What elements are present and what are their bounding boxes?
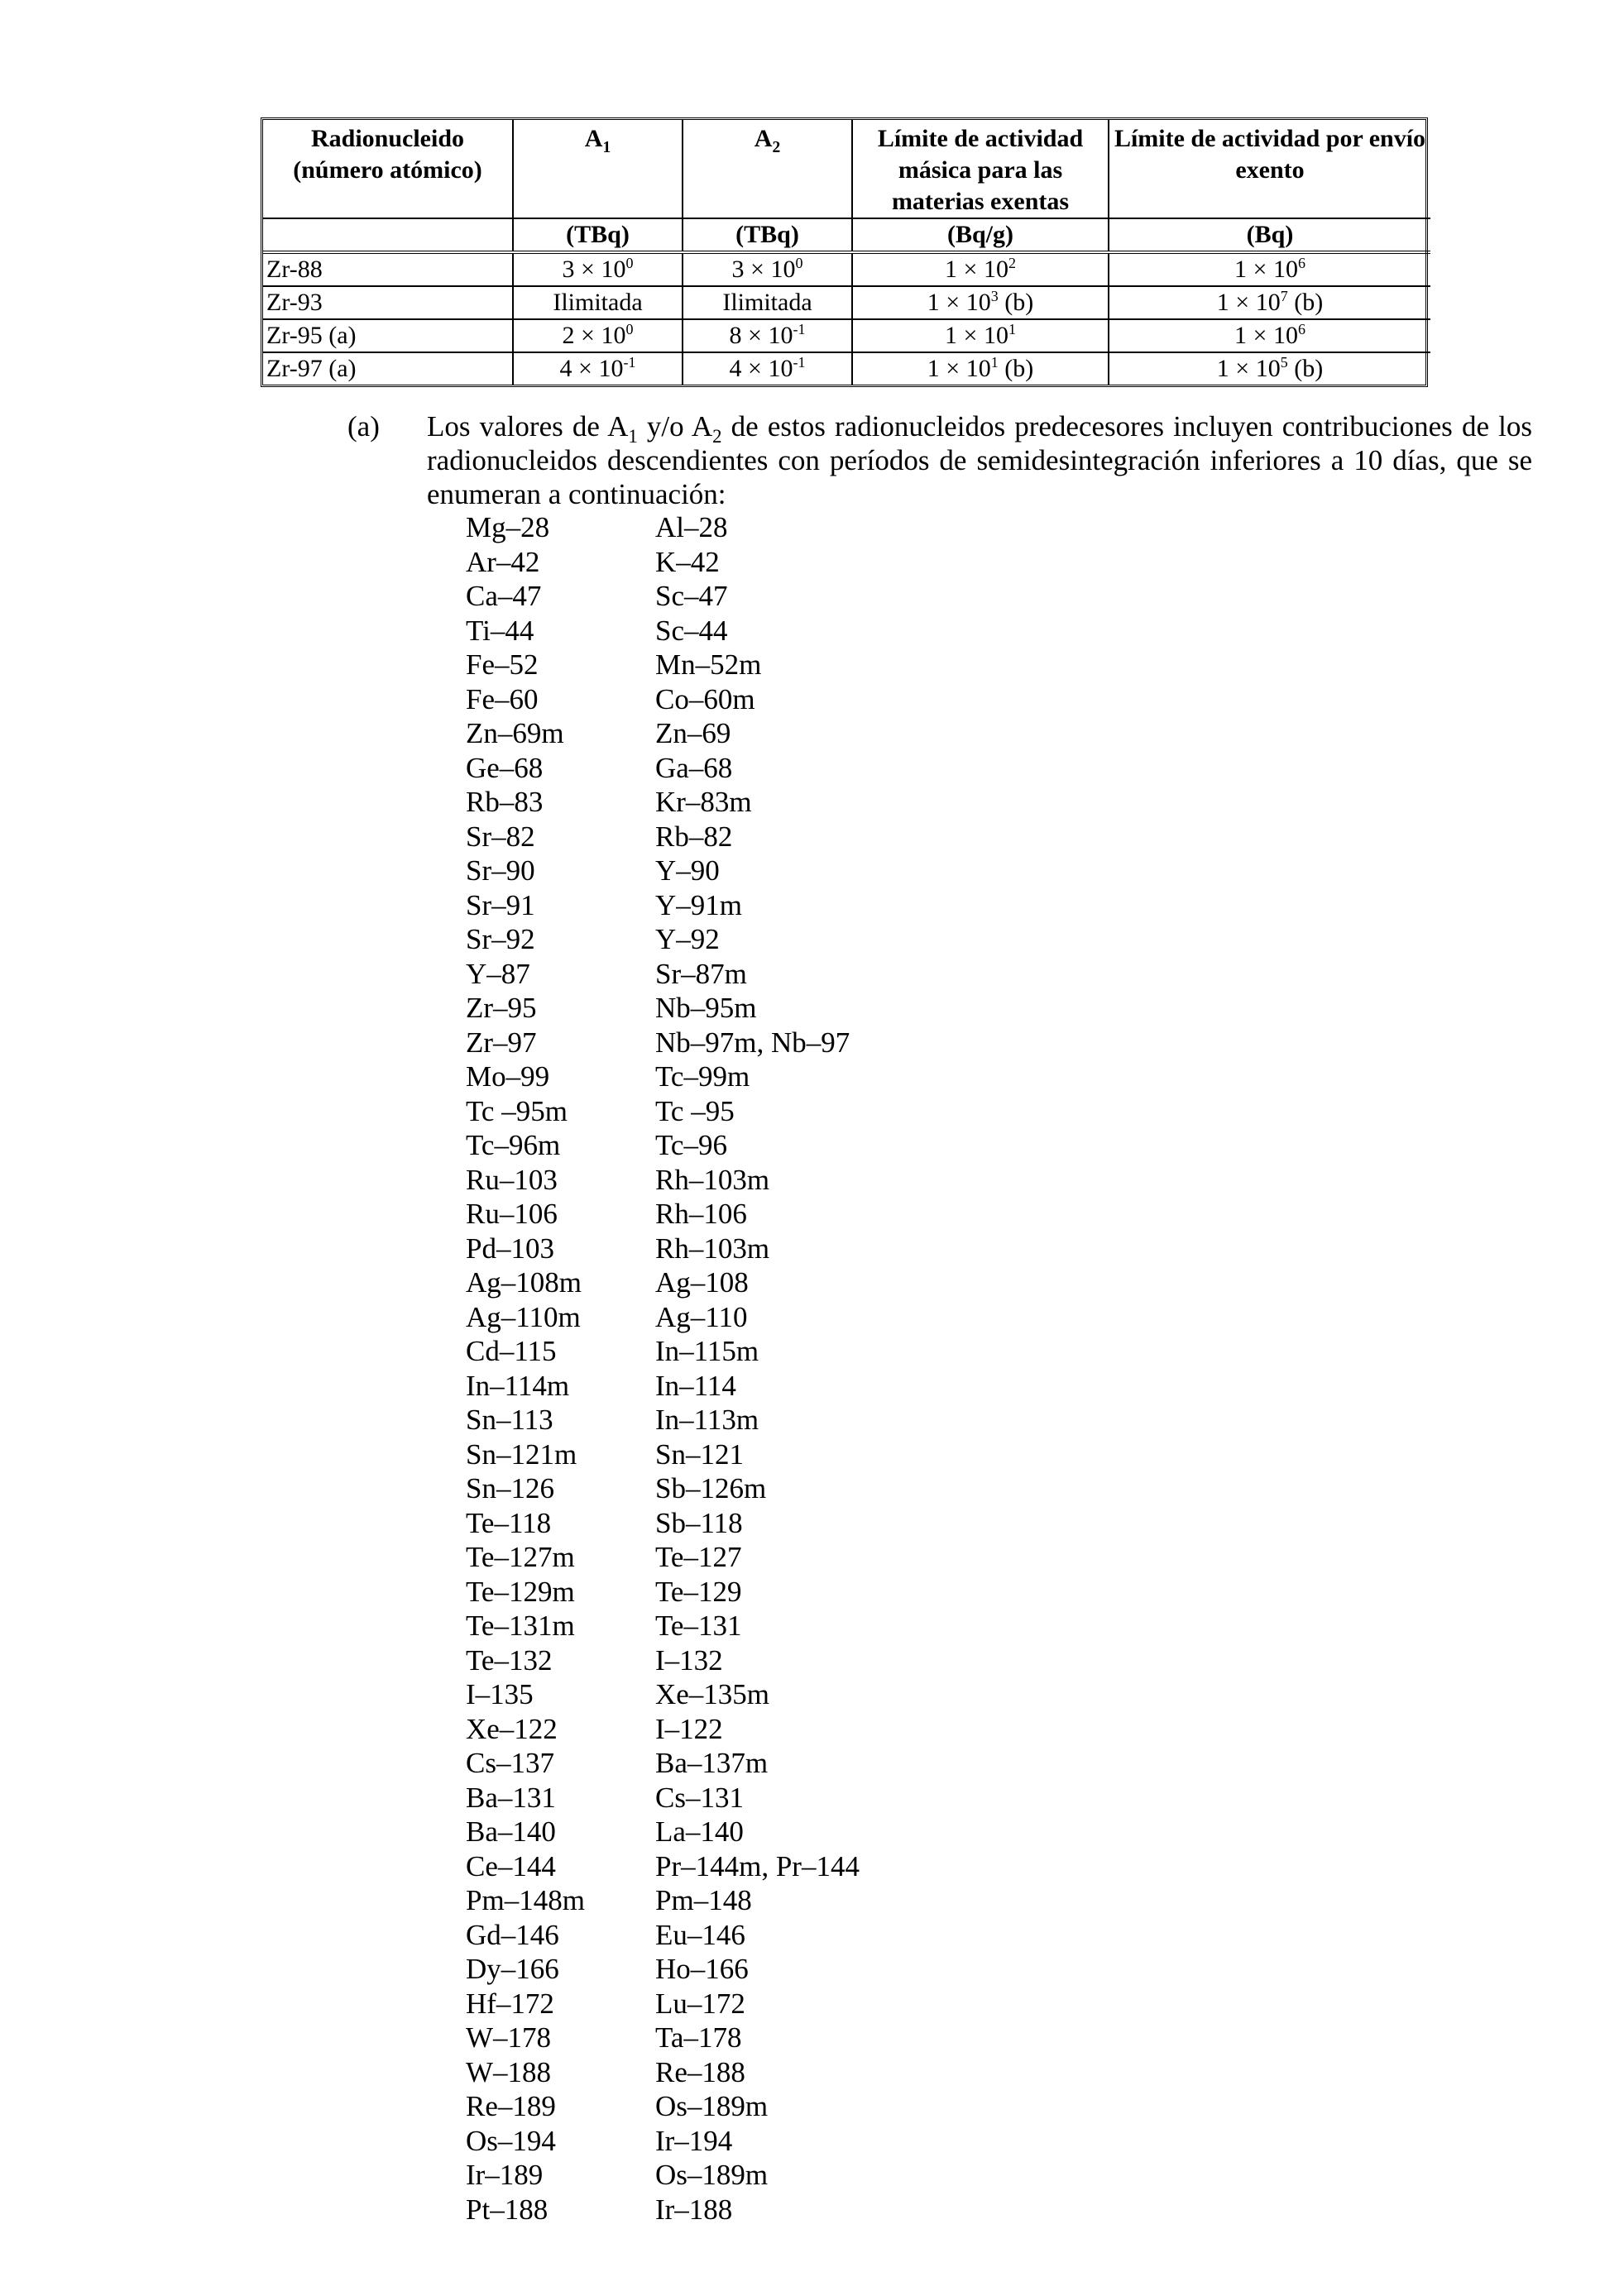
daughter-nuclides: Sr–87m bbox=[655, 957, 747, 990]
daughter-nuclides: Rb–82 bbox=[655, 820, 733, 853]
parent-nuclide: Zr–95 bbox=[466, 992, 537, 1024]
table-row bbox=[263, 286, 1430, 319]
parent-nuclide: W–178 bbox=[466, 2021, 552, 2054]
daughter-nuclides: Zn–69 bbox=[655, 717, 731, 749]
consignment-limit-cell: $1 \times 10^6$ bbox=[1109, 252, 1430, 286]
a2-cell: $4 \times 10^{-1}$ bbox=[683, 352, 852, 385]
daughter-nuclides: Y–91m bbox=[655, 888, 742, 921]
parent-nuclide: Ir–189 bbox=[466, 2159, 544, 2191]
daughter-nuclides: Pm–148 bbox=[655, 1884, 752, 1916]
parent-nuclide: Ar–42 bbox=[466, 545, 540, 578]
radionuclide-table bbox=[263, 120, 1430, 385]
table-row bbox=[263, 252, 1430, 286]
parent-nuclide: Te–131m bbox=[466, 1610, 575, 1642]
parent-nuclide: Hf–172 bbox=[466, 1987, 554, 2020]
header-radionuclide-label: Radionucleido (número atómico) bbox=[293, 125, 482, 184]
daughter-nuclides: K–42 bbox=[655, 545, 720, 578]
nuclide-cell: Zr-88 bbox=[263, 252, 513, 286]
parent-nuclide: Zn–69m bbox=[466, 717, 564, 749]
daughter-nuclides: Xe–135m bbox=[655, 1678, 770, 1710]
daughter-nuclides: In–113m bbox=[655, 1404, 759, 1436]
daughter-nuclides: Mn–52m bbox=[655, 648, 762, 681]
daughter-nuclides: Ta–178 bbox=[655, 2021, 742, 2054]
parent-nuclide: Mg–28 bbox=[466, 511, 550, 543]
daughter-nuclides: Te–129 bbox=[655, 1575, 742, 1608]
parent-nuclide: Tc –95m bbox=[466, 1094, 568, 1127]
parent-nuclide: Sr–91 bbox=[466, 888, 535, 921]
parent-nuclide: Y–87 bbox=[466, 957, 530, 990]
parent-nuclide: Sr–90 bbox=[466, 854, 535, 887]
daughter-nuclides: I–132 bbox=[655, 1643, 723, 1677]
daughter-nuclides: Ga–68 bbox=[655, 751, 733, 784]
daughter-nuclides: Tc –95 bbox=[655, 1094, 735, 1127]
parent-nuclide: Pm–148m bbox=[466, 1884, 585, 1916]
parent-nuclide: Os–194 bbox=[466, 2124, 556, 2157]
daughter-nuclides: Ir–188 bbox=[655, 2193, 733, 2226]
daughter-nuclides: Os–189m bbox=[655, 2159, 769, 2191]
unit-cell-consignment-limit: (Bq) bbox=[1109, 218, 1430, 252]
daughter-nuclides: Ir–194 bbox=[655, 2124, 733, 2157]
unit-cell-radionuclide bbox=[263, 218, 513, 252]
header-mass-activity-limit-label: Límite de actividad másica para las materias exentas bbox=[877, 125, 1084, 215]
parent-nuclide: Dy–166 bbox=[466, 1953, 559, 1985]
mass-limit-cell: $1 \times 10^2$ bbox=[852, 252, 1109, 286]
parent-nuclide: Te–132 bbox=[466, 1643, 553, 1677]
footnote-label: (a) bbox=[347, 410, 380, 442]
table-row bbox=[263, 319, 1430, 352]
daughter-nuclides: Ba–137m bbox=[655, 1747, 769, 1779]
daughter-nuclides: Co–60m bbox=[655, 682, 755, 715]
mass-limit-cell: $1 \times 10^1$ bbox=[852, 319, 1109, 352]
parent-nuclide: Ba–140 bbox=[466, 1815, 556, 1848]
a2-cell: $8 \times 10^{-1}$ bbox=[683, 319, 852, 352]
daughter-nuclides: Nb–95m bbox=[655, 992, 757, 1024]
parent-nuclide: W–188 bbox=[466, 2055, 552, 2088]
parent-nuclide: Ag–108m bbox=[466, 1266, 582, 1299]
parent-nuclide: Re–189 bbox=[466, 2090, 556, 2122]
daughter-nuclides: Os–189m bbox=[655, 2090, 769, 2122]
daughter-nuclides: Y–92 bbox=[655, 923, 720, 955]
daughter-nuclides: Sb–118 bbox=[655, 1506, 743, 1539]
consignment-limit-cell: $1 \times 10^7$ (b) bbox=[1109, 286, 1430, 319]
daughter-nuclides: Cs–131 bbox=[655, 1781, 744, 1814]
parent-nuclide: Ti–44 bbox=[466, 614, 534, 647]
parent-nuclide: Te–118 bbox=[466, 1506, 552, 1539]
daughter-nuclides: Nb–97m, Nb–97 bbox=[655, 1026, 850, 1059]
daughter-nuclides: Tc–99m bbox=[655, 1060, 750, 1093]
nuclide-cell: Zr-95 (a) bbox=[263, 319, 513, 352]
header-consignment-activity-limit bbox=[1109, 120, 1430, 218]
parent-nuclide: Ge–68 bbox=[466, 751, 544, 784]
parent-nuclide: Cs–137 bbox=[466, 1747, 554, 1779]
parent-nuclide: Rb–83 bbox=[466, 786, 544, 818]
daughter-nuclides: Rh–103m bbox=[655, 1163, 770, 1196]
unit-cell-a2: (TBq) bbox=[683, 218, 852, 252]
table-row bbox=[263, 352, 1430, 385]
daughter-nuclides: Sc–47 bbox=[655, 580, 728, 612]
parent-nuclide: Ag–110m bbox=[466, 1300, 581, 1333]
unit-cell-a1: (TBq) bbox=[513, 218, 683, 252]
footnote-text: Los valores de $A_1$ y/o $A_2$ de estos radionucleidos predecesores incluyen contribuciones de los radionucleidos descendientes con períodos de semidesintegración inferiores a 10 días, que se enumeran a continuación: bbox=[427, 410, 1532, 510]
daughter-nuclides: Te–127 bbox=[655, 1541, 742, 1573]
parent-nuclide: Pd–103 bbox=[466, 1232, 554, 1265]
a1-cell: $3 \times 10^0$ bbox=[513, 252, 683, 286]
a1-cell: Ilimitada bbox=[513, 286, 683, 319]
daughter-nuclides: Tc–96 bbox=[655, 1129, 727, 1161]
a1-cell: $2 \times 10^0$ bbox=[513, 319, 683, 352]
parent-nuclide: Ru–103 bbox=[466, 1163, 558, 1196]
daughter-nuclides: Sb–126m bbox=[655, 1472, 767, 1504]
daughter-nuclides: Ag–110 bbox=[655, 1300, 748, 1333]
header-consignment-activity-limit-label: Límite de actividad por envío exento bbox=[1114, 125, 1426, 184]
parent-nuclide: Mo–99 bbox=[466, 1060, 550, 1093]
daughter-nuclides: Ho–166 bbox=[655, 1953, 749, 1985]
parent-nuclide: Te–127m bbox=[466, 1541, 575, 1573]
daughter-nuclides: Y–90 bbox=[655, 854, 720, 887]
mass-limit-cell: $1 \times 10^3$ (b) bbox=[852, 286, 1109, 319]
parent-nuclide: Gd–146 bbox=[466, 1918, 559, 1951]
daughter-nuclides: La–140 bbox=[655, 1815, 744, 1848]
parent-nuclide: Sr–82 bbox=[466, 820, 535, 853]
radionuclide-table-frame bbox=[261, 117, 1428, 387]
daughter-nuclides: I–122 bbox=[655, 1712, 723, 1745]
parent-nuclide: Tc–96m bbox=[466, 1129, 561, 1161]
parent-nuclide: Fe–52 bbox=[466, 648, 539, 681]
daughter-nuclides: Re–188 bbox=[655, 2055, 745, 2088]
consignment-limit-cell: $1 \times 10^5$ (b) bbox=[1109, 352, 1430, 385]
parent-nuclide: Sr–92 bbox=[466, 923, 535, 955]
mass-limit-cell: $1 \times 10^1$ (b) bbox=[852, 352, 1109, 385]
daughter-nuclides: Sc–44 bbox=[655, 614, 728, 647]
consignment-limit-cell: $1 \times 10^6$ bbox=[1109, 319, 1430, 352]
daughter-nuclides: Kr–83m bbox=[655, 786, 752, 818]
daughter-nuclides: Rh–106 bbox=[655, 1198, 747, 1230]
header-a1-label: $A_1$ bbox=[584, 125, 611, 156]
parent-nuclide: Cd–115 bbox=[466, 1335, 557, 1367]
header-a2 bbox=[683, 120, 852, 218]
header-a1 bbox=[513, 120, 683, 218]
a2-cell: $3 \times 10^0$ bbox=[683, 252, 852, 286]
daughter-nuclides: Lu–172 bbox=[655, 1987, 745, 2020]
parent-nuclide: Sn–126 bbox=[466, 1472, 554, 1504]
header-radionuclide bbox=[263, 120, 513, 218]
daughter-nuclides: Pr–144m, Pr–144 bbox=[655, 1849, 860, 1882]
daughter-nuclides: Sn–121 bbox=[655, 1437, 744, 1471]
daughter-nuclides: Ag–108 bbox=[655, 1266, 749, 1299]
parent-nuclide: Ru–106 bbox=[466, 1198, 558, 1230]
a1-cell: $4 \times 10^{-1}$ bbox=[513, 352, 683, 385]
parent-nuclide: Fe–60 bbox=[466, 682, 539, 715]
parent-nuclide: Te–129m bbox=[466, 1575, 575, 1608]
daughter-nuclides: Rh–103m bbox=[655, 1232, 770, 1265]
parent-nuclide: Xe–122 bbox=[466, 1712, 558, 1745]
parent-nuclide: Pt–188 bbox=[466, 2193, 549, 2226]
parent-nuclide: Sn–121m bbox=[466, 1437, 577, 1471]
header-a2-label: $A_2$ bbox=[754, 125, 781, 156]
parent-nuclide: Ce–144 bbox=[466, 1849, 556, 1882]
parent-nuclide: Sn–113 bbox=[466, 1404, 553, 1436]
parent-nuclide: Ca–47 bbox=[466, 580, 542, 612]
parent-nuclide: I–135 bbox=[466, 1678, 534, 1710]
daughter-nuclides: Te–131 bbox=[655, 1610, 742, 1642]
nuclide-cell: Zr-97 (a) bbox=[263, 352, 513, 385]
daughter-nuclides: In–115m bbox=[655, 1335, 759, 1367]
nuclide-cell: Zr-93 bbox=[263, 286, 513, 319]
a2-cell: Ilimitada bbox=[683, 286, 852, 319]
daughter-nuclides: Al–28 bbox=[655, 511, 728, 543]
daughter-nuclides: In–114 bbox=[655, 1369, 736, 1402]
parent-nuclide: Zr–97 bbox=[466, 1026, 537, 1059]
header-mass-activity-limit bbox=[852, 120, 1109, 218]
parent-nuclide: Ba–131 bbox=[466, 1781, 556, 1814]
parent-nuclide: In–114m bbox=[466, 1369, 570, 1402]
daughter-nuclides: Eu–146 bbox=[655, 1918, 745, 1951]
unit-cell-mass-limit: (Bq/g) bbox=[852, 218, 1109, 252]
